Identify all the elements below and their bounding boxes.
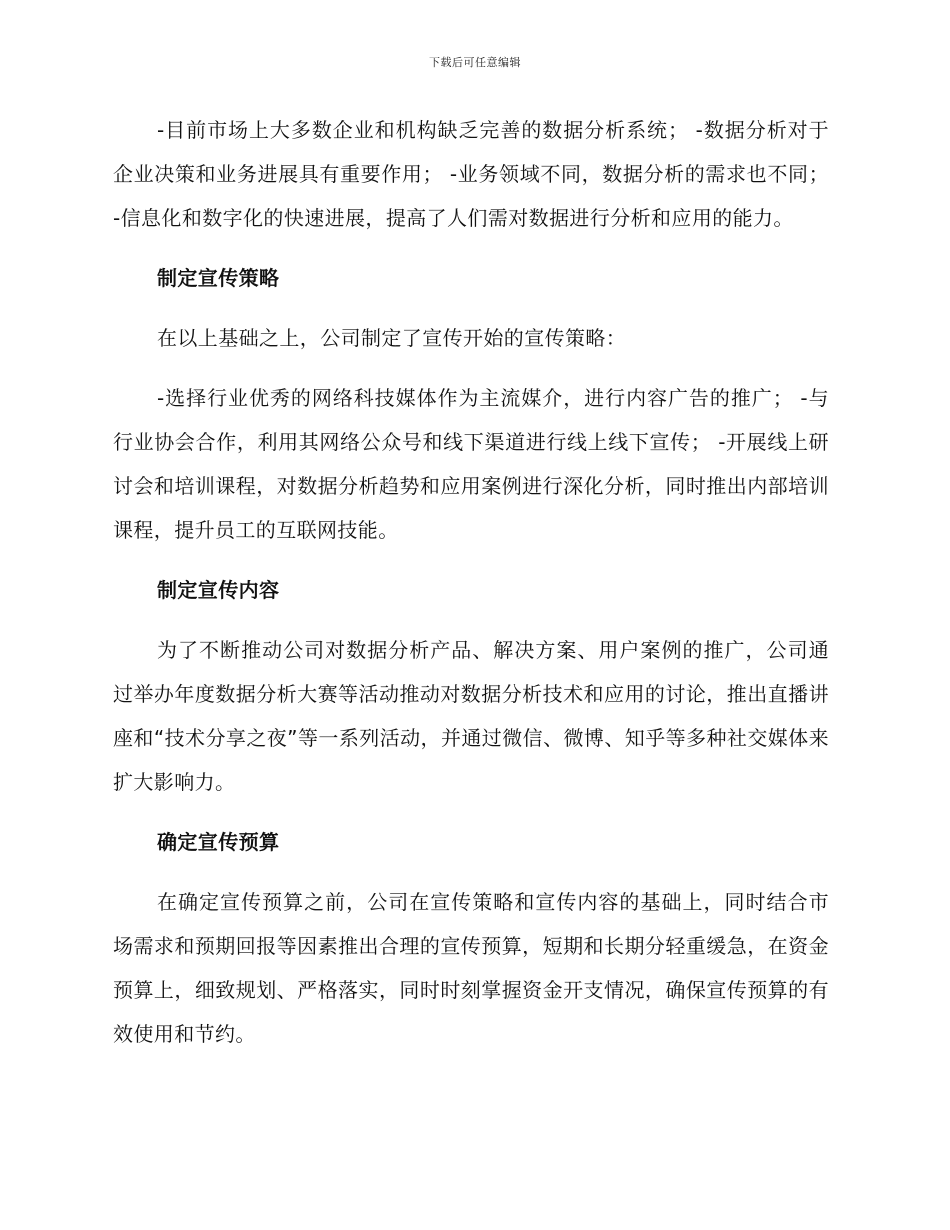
strategy-paragraph-2: -选择行业优秀的网络科技媒体作为主流媒介，进行内容广告的推广； -与行业协会合作，利用其网络公众号和线下渠道进行线上线下宣传； -开展线上研讨会和培训课程，对数据分析趋势和应用案例进行深化分析，同时推出内部培训课程，提升员工的互联网技能。 [113,386,829,542]
budget-paragraph: 在确定宣传预算之前，公司在宣传策略和宣传内容的基础上，同时结合市场需求和预期回报等因素推出合理的宣传预算，短期和长期分轻重缓急，在资金预算上，细致规划、严格落实，同时时刻掌握资金开支情况，确保宣传预算的有效使用和节约。 [113,890,829,1046]
section-heading-budget: 确定宣传预算 [157,830,280,854]
page-header-note: 下载后可任意编辑 [429,56,521,69]
content-paragraph: 为了不断推动公司对数据分析产品、解决方案、用户案例的推广，公司通过举办年度数据分析大赛等活动推动对数据分析技术和应用的讨论，推出直播讲座和“技术分享之夜”等一系列活动，并通过微信、微博、知乎等多种社交媒体来扩大影响力。 [113,638,829,794]
document-body [113,108,829,1072]
strategy-paragraph-1: 在以上基础之上，公司制定了宣传开始的宣传策略： [157,326,627,350]
section-heading-content: 制定宣传内容 [157,578,280,602]
section-heading-strategy: 制定宣传策略 [157,266,280,290]
intro-paragraph: -目前市场上大多数企业和机构缺乏完善的数据分析系统； -数据分析对于企业决策和业务进展具有重要作用； -业务领域不同，数据分析的需求也不同； -信息化和数字化的快速进展，提高了人们需对数据进行分析和应用的能力。 [113,118,829,230]
